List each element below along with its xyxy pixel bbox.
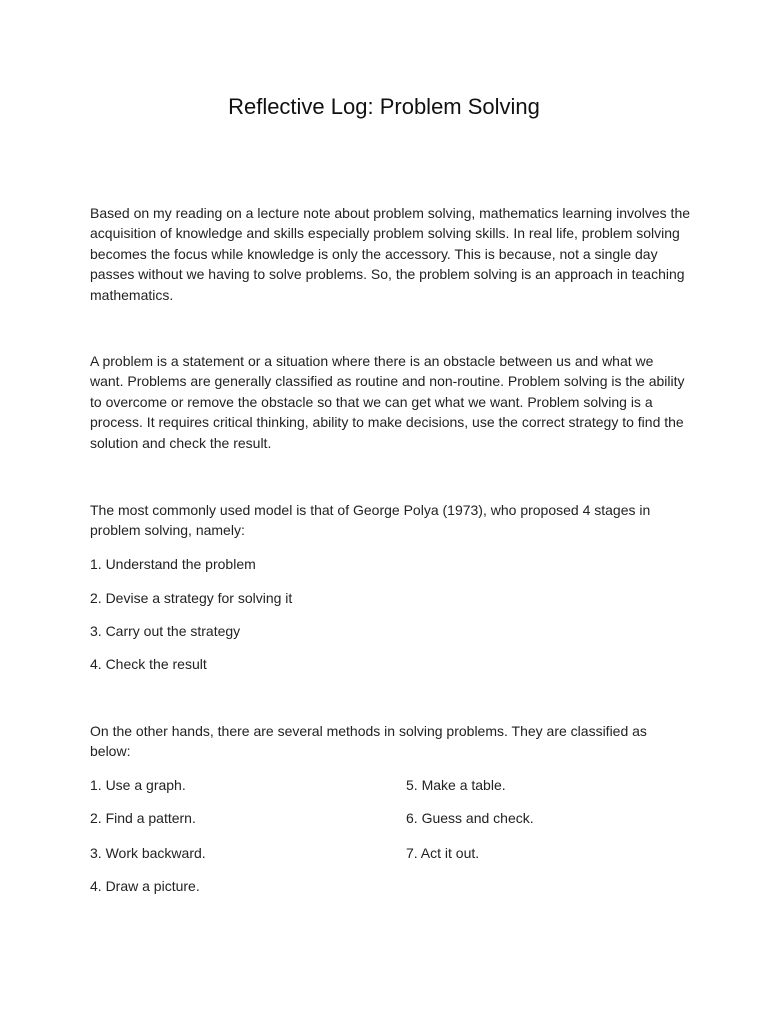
page-title: Reflective Log: Problem Solving bbox=[228, 94, 540, 119]
list-item: 4. Draw a picture. bbox=[90, 878, 200, 894]
list-item: 2. Find a pattern. bbox=[90, 810, 196, 826]
list-item: 1. Use a graph. bbox=[90, 777, 186, 793]
paragraph-intro: Based on my reading on a lecture note about problem solving, mathematics learning involves the acquisition of knowledge and skills especially problem solving skills. In real life, problem solving becomes the focus while knowledge is only the accessory. This is because, not a single day passes without we having to solve problems. So, the problem solving is an approach in teaching mathematics. bbox=[90, 205, 691, 303]
list-item: 5. Make a table. bbox=[406, 777, 506, 793]
list-item: 6. Guess and check. bbox=[406, 810, 534, 826]
paragraph-problem-definition: A problem is a statement or a situation where there is an obstacle between us and what we want. Problems are generally classified as routine and non-routine. Problem solving is the ability to overcome or remove the obstacle so that we can get what we want. Problem solving is a process. It requires critical thinking, ability to make decisions, use the correct strategy to find the solution and check the result. bbox=[90, 353, 685, 451]
list-item: 3. Work backward. bbox=[90, 845, 206, 861]
list-item: 4. Check the result bbox=[90, 656, 207, 672]
list-item: 3. Carry out the strategy bbox=[90, 623, 241, 639]
paragraph-polya-model: The most commonly used model is that of George Polya (1973), who proposed 4 stages in problem solving, namely: bbox=[90, 502, 651, 539]
list-item: 2. Devise a strategy for solving it bbox=[90, 590, 293, 606]
list-item: 7. Act it out. bbox=[406, 845, 480, 861]
list-item: 1. Understand the problem bbox=[90, 556, 256, 572]
paragraph-methods-intro: On the other hands, there are several methods in solving problems. They are classified as below: bbox=[90, 723, 647, 760]
